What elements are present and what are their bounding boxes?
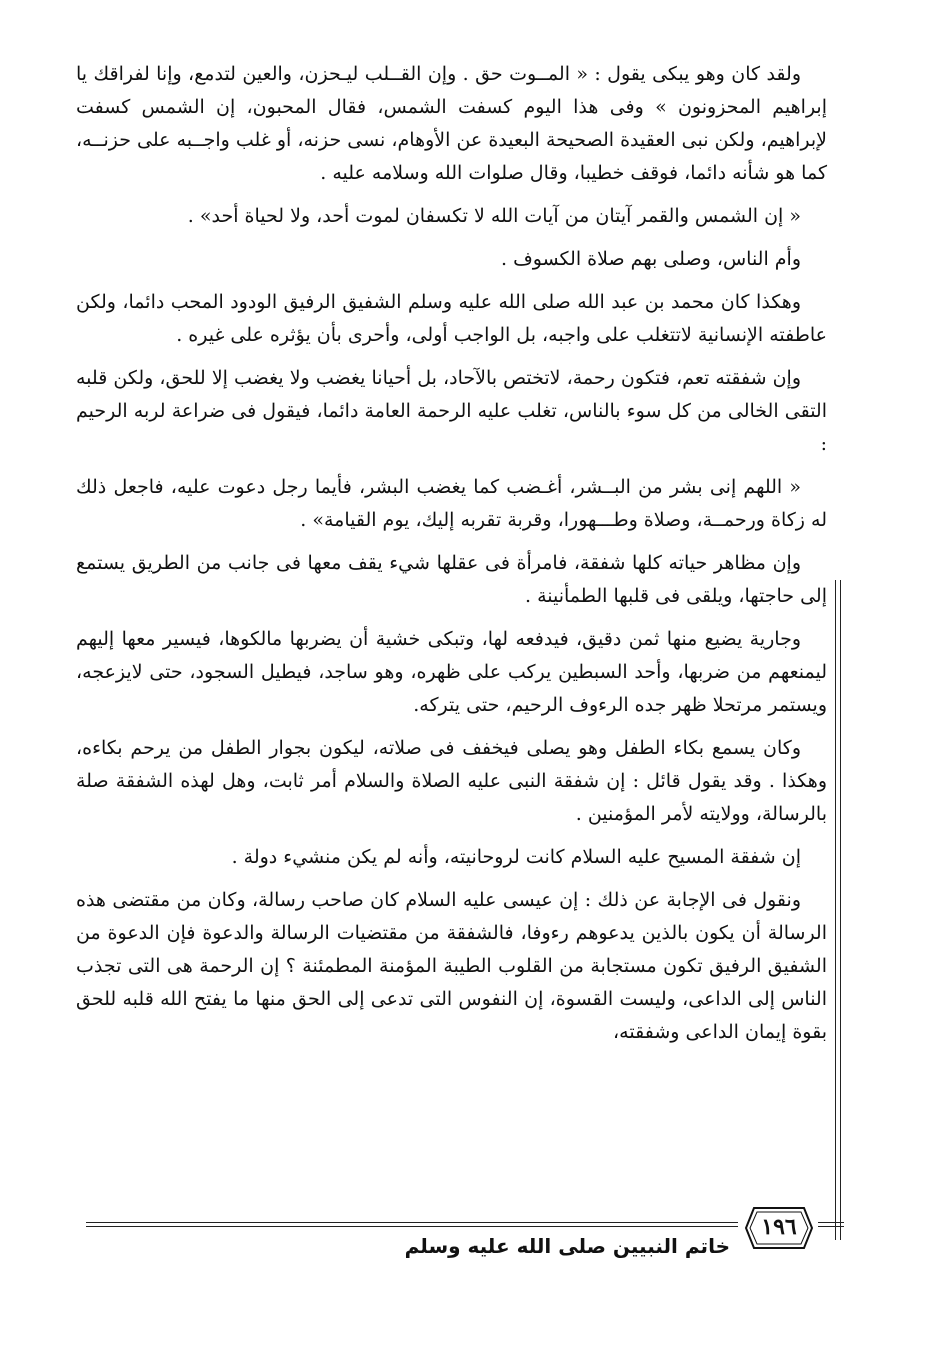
paragraph-8: وجارية يضيع منها ثمن دقيق، فيدفعه لها، وتبكى خشية أن يضربها مالكوها، فيسير معها إليهم ليمنعهم من ضربها، وأحد السبطين يركب على ظهره، وهو ساجد، فيطيل السجود، حتى لايزعجه، ويستمر مرتحلا ظهر جده الرءوف الرحيم، حتى يتركه. xyxy=(76,628,827,716)
paragraph-1: ولقد كان وهو يبكى يقول : « المــوت حق . وإن القــلب ليـحزن، والعين لتدمع، وإنا لفراقك يا إبراهيم المحزونون » وفى هذا اليوم كسفت الشمس، فقال المحبون، إن الشمس كسفت لإبراهيم، ولكن نبى العقيدة الصحيحة البعيدة عن الأوهام، نسى حزنه، أو غلب واجــبه على حزنــه، كما هو شأنه دائما، فوقف خطيبا، وقال صلوات الله وسلامه عليه . xyxy=(76,63,827,184)
paragraph-6-prayer-quote: « اللهم إنى بشر من البــشر، أغـضب كما يغضب البشر، فأيما رجل دعوت عليه، فاجعل ذلك له زكاة ورحمــة، وصلاة وطـــهورا، وقربة تقربه إليك، يوم القيامة» . xyxy=(76,476,827,531)
footer-rule-left xyxy=(86,1222,738,1227)
paragraph-3: وأم الناس، وصلى بهم صلاة الكسوف . xyxy=(501,248,801,270)
paragraph-7: وإن مظاهر حياته كلها شفقة، فامرأة فى عقلها شيء يقف معها فى جانب من الطريق يستمع إلى حاجتها، ويلقى فى قلبها الطمأنينة . xyxy=(76,552,827,607)
body-text xyxy=(76,58,827,1059)
paragraph-4: وهكذا كان محمد بن عبد الله صلى الله عليه وسلم الشفيق الرفيق الودود المحب دائما، ولكن عاطفته الإنسانية لاتتغلب على واجبه، بل الواجب أولى، وأحرى بأن يؤثره على غيره . xyxy=(76,291,827,346)
paragraph-2-hadith-quote: « إن الشمس والقمر آيتان من آيات الله لا تكسفان لموت أحد، ولا لحياة أحد» . xyxy=(187,205,801,227)
paragraph-10: إن شفقة المسيح عليه السلام كانت لروحانيته، وأنه لم يكن منشيء دولة . xyxy=(231,846,801,868)
page-number: ١٩٦ xyxy=(761,1214,797,1240)
page-number-badge xyxy=(744,1206,814,1250)
paragraph-5: وإن شفقته تعم، فتكون رحمة، لاتختص بالآحاد، بل أحيانا يغضب ولا يغضب إلا للحق، ولكن قلبه التقى الخالى من كل سوء بالناس، تغلب عليه الرحمة العامة دائما، فيقول فى ضراعة لربه الرحيم : xyxy=(76,367,827,455)
margin-decorative-rule xyxy=(835,580,841,1240)
running-footer-title: خاتم النبيين صلى الله عليه وسلم xyxy=(404,1234,730,1258)
footer-rule-right xyxy=(818,1222,844,1227)
paragraph-9: وكان يسمع بكاء الطفل وهو يصلى فيخفف فى صلاته، ليكون بجوار الطفل من يرحم بكاءه، وهكذا . وقد يقول قائل : إن شفقة النبى عليه الصلاة والسلام أمر ثابت، وهل لهذه الشفقة صلة بالرسالة، وولايته لأمر المؤمنين . xyxy=(76,737,827,825)
paragraph-11: ونقول فى الإجابة عن ذلك : إن عيسى عليه السلام كان صاحب رسالة، وكان من مقتضى هذه الرسالة أن يكون بالذين يدعوهم رءوفا، فالشفقة من مقتضيات الرسالة والدعوة فإن الدعوة من الشفيق الرفيق تكون مستجابة من القلوب الطيبة المؤمنة المطمئنة ؟ إن الرحمة هى التى تجذب الناس إلى الداعى، وليست القسوة، إن النفوس التى تدعى إلى الحق منها ما يفتح الله قلبه للحق بقوة إيمان الداعى وشفقته، xyxy=(76,889,827,1043)
